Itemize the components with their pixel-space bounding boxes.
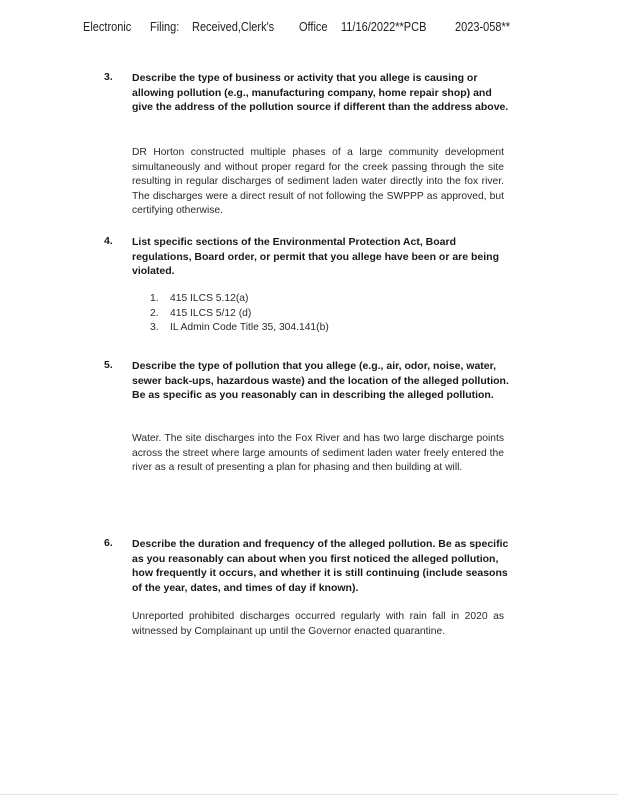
- question-text: List specific sections of the Environmental Protection Act, Board regulations, Board order, or permit that you allege have been or are being violated.: [132, 236, 500, 278]
- list-item: [150, 292, 329, 307]
- header-received: Received,Clerk's: [192, 20, 275, 34]
- list-item: [150, 321, 329, 336]
- list-item-text: 415 ILCS 5.12(a): [170, 293, 249, 304]
- filing-header: [0, 20, 618, 38]
- answer-text: Water. The site discharges into the Fox River and has two large discharge points across the street where large amounts of sediment laden water freely entered the river as a result of presenting a plan for phasing and then building at will.: [132, 433, 504, 473]
- question-text: Describe the type of pollution that you allege (e.g., air, odor, noise, water, sewer back-ups, hazardous waste) and the location of the alleged pollution. Be as specific as you reasonably can in describing the alleged pollution.: [132, 360, 509, 402]
- list-item-number: 1.: [150, 293, 159, 304]
- list-item-number: 3.: [150, 322, 159, 333]
- question-number: 3.: [104, 71, 113, 83]
- question-text: Describe the duration and frequency of the alleged pollution. Be as specific as you reasonably can about when you first noticed the alleged pollution, how frequently it occurs, and whether it is still continuing (include seasons of the year, dates, and times of day if known).: [132, 538, 509, 594]
- header-electronic: Electronic: [83, 20, 132, 34]
- question-number: 4.: [104, 235, 113, 247]
- answer-text: DR Horton constructed multiple phases of a large community development simultaneously and without proper regard for the creek passing through the site resulting in regular discharges of sediment laden water directly into the fox river. The discharges were a direct result of not following the SWPPP as approved, but certifying otherwise.: [132, 147, 504, 216]
- list-item-text: 415 ILCS 5/12 (d): [170, 307, 252, 319]
- header-case-number: 2023-058**: [455, 20, 511, 34]
- list-item-text: IL Admin Code Title 35, 304.141(b): [170, 322, 329, 333]
- header-office: Office: [299, 20, 328, 34]
- violation-list: [150, 292, 329, 336]
- list-item-number: 2.: [150, 307, 159, 319]
- question-text: Describe the type of business or activity that you allege is causing or allowing pollution (e.g., manufacturing company, home repair shop) and give the address of the pollution source if different than the address above.: [132, 72, 509, 114]
- list-item: [150, 307, 329, 322]
- question-number: 6.: [104, 537, 113, 549]
- header-filing: Filing:: [150, 20, 180, 34]
- answer-text: Unreported prohibited discharges occurred regularly with rain fall in 2020 as witnessed by Complainant up until the Governor enacted quarantine.: [132, 611, 504, 637]
- question-number: 5.: [104, 359, 113, 371]
- page-bottom-rule: [0, 794, 618, 795]
- header-date: 11/16/2022**PCB: [341, 20, 427, 34]
